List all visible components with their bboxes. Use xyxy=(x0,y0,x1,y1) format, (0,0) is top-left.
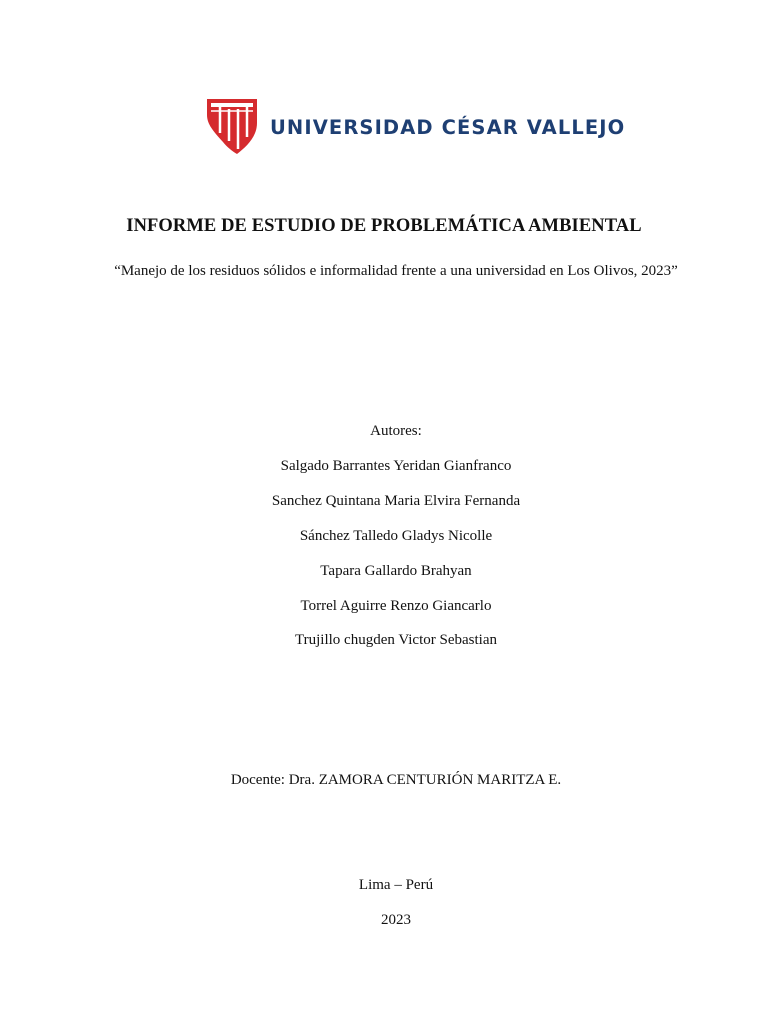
teacher-line: Docente: Dra. ZAMORA CENTURIÓN MARITZA E. xyxy=(230,772,562,788)
author-name: Sánchez Talledo Gladys Nicolle xyxy=(299,528,493,544)
author-name: Torrel Aguirre Renzo Giancarlo xyxy=(300,598,492,614)
university-shield-icon xyxy=(206,97,258,155)
year-line: 2023 xyxy=(381,912,411,928)
university-logo xyxy=(206,96,625,156)
document-title: INFORME DE ESTUDIO DE PROBLEMÁTICA AMBIENTAL xyxy=(126,216,642,236)
authors-label: Autores: xyxy=(370,423,422,439)
university-name: UNIVERSIDAD CÉSAR VALLEJO xyxy=(270,115,626,139)
author-name: Sanchez Quintana Maria Elvira Fernanda xyxy=(271,493,521,509)
place-line: Lima – Perú xyxy=(358,877,434,893)
document-subtitle: “Manejo de los residuos sólidos e informalidad frente a una universidad en Los Olivos, 2023” xyxy=(114,263,678,279)
author-name: Tapara Gallardo Brahyan xyxy=(320,563,472,579)
author-name: Salgado Barrantes Yeridan Gianfranco xyxy=(280,458,512,474)
author-name: Trujillo chugden Victor Sebastian xyxy=(294,632,497,648)
